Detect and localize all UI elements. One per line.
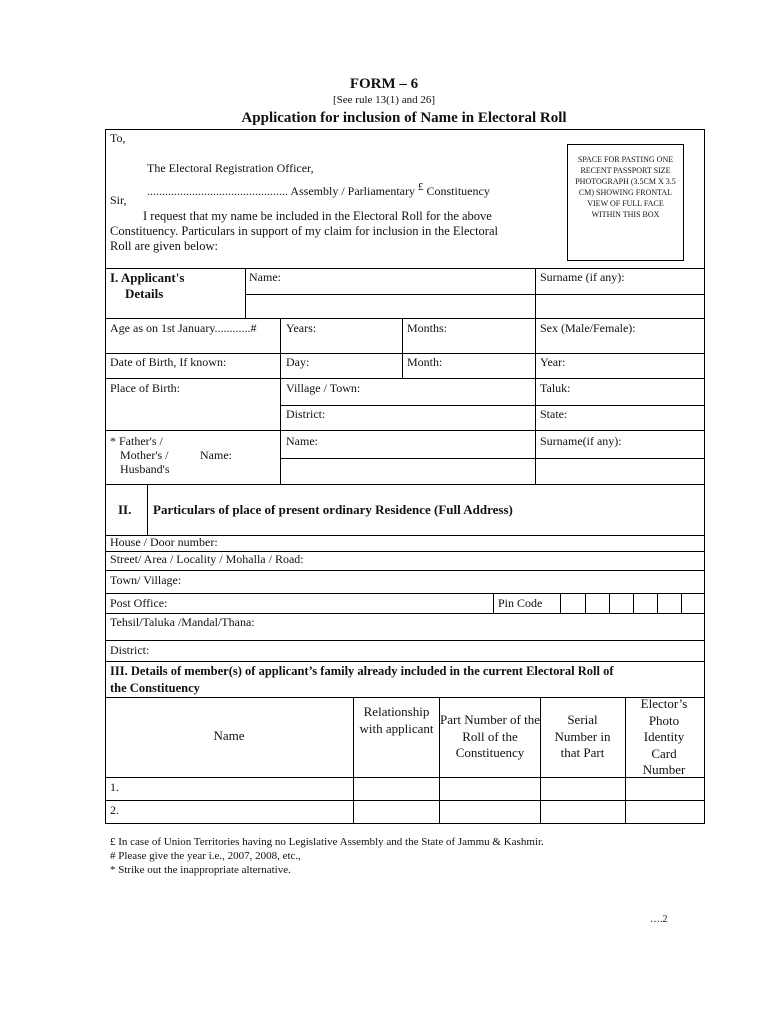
relative-surname-label: Surname(if any): [540,434,622,448]
column-header-serial-number: Serial Number in that Part [554,712,611,760]
assembly-parliamentary-text: ............................................... Assembly / Parliamentary [147,184,415,198]
year-label: Year: [540,355,566,369]
tehsil-label: Tehsil/Taluka /Mandal/Thana: [110,615,255,629]
page-continuation-marker: ….2 [650,914,668,925]
constituency-word: Constituency [426,184,490,198]
dob-label: Date of Birth, If known: [110,355,227,369]
pound-mark: £ [417,181,424,193]
day-label: Day: [286,355,310,369]
column-header-name: Name [213,728,245,743]
age-label: Age as on 1st January............# [110,321,257,335]
relative-label-father: * Father's / [110,434,163,448]
section2-number: II. [118,502,132,517]
birth-district-label: District: [286,407,326,421]
month-label: Month: [407,355,443,369]
taluk-label: Taluk: [540,381,571,395]
footnote-hash: # Please give the year i.e., 2007, 2008, etc., [110,850,301,862]
relative-label-mother: Mother's / [120,448,169,462]
footnote-asterisk: * Strike out the inappropriate alternative. [110,864,291,876]
residence-district-label: District: [110,643,150,657]
letter-to: To, [110,131,126,145]
letter-sir: Sir, [110,193,127,207]
column-header-relationship: Relationship with applicant [359,704,434,736]
column-header-part-number: Part Number of the Roll of the Constituency [440,712,541,760]
column-header-epic-number: Elector’s Photo Identity Card Number [640,696,688,777]
house-number-label: House / Door number: [110,535,218,549]
photo-box: SPACE FOR PASTING ONE RECENT PASSPORT SIZE PHOTOGRAPH (3.5CM X 3.5 CM) SHOWING FRONTAL VIEW OF FULL FACE WITHIN THIS BOX [567,144,684,261]
table-row: 1. [110,780,119,794]
post-office-label: Post Office: [110,596,168,610]
birth-state-label: State: [540,407,568,421]
rule-reference: [See rule 13(1) and 26] [332,94,436,106]
street-label: Street/ Area / Locality / Mohalla / Road: [110,552,304,566]
letter-request-line-1: I request that my name be included in the Electoral Roll for the above [143,209,492,223]
section1-title: I. Applicant's [110,270,185,285]
section1-title-details: Details [125,286,164,301]
letter-constituency-line [147,180,490,198]
form-number: FORM – 6 [349,76,419,92]
town-village-label: Town/ Village: [110,573,182,587]
relative-label-husband: Husband's [120,462,170,476]
pin-code-label: Pin Code [498,596,543,610]
months-label: Months: [407,321,448,335]
section3-title-line2: the Constituency [110,681,200,695]
letter-request-line-3: Roll are given below: [110,239,218,253]
form-title: Application for inclusion of Name in Electoral Roll [241,110,567,126]
pob-label: Place of Birth: [110,381,180,395]
section2-title: Particulars of place of present ordinary Residence (Full Address) [153,502,513,517]
relative-name-label: Name: [286,434,318,448]
section3-title: III. Details of member(s) of applicant’s family already included in the current Electoral Roll of [110,664,614,678]
applicant-surname-label: Surname (if any): [540,270,625,284]
table-row: 2. [110,803,119,817]
applicant-name-label: Name: [249,270,281,284]
sex-label: Sex (Male/Female): [540,321,636,335]
footnote-pound: £ In case of Union Territories having no Legislative Assembly and the State of Jammu & Kashmir. [110,836,544,848]
relative-label-name: Name: [200,448,232,462]
letter-officer: The Electoral Registration Officer, [147,161,314,175]
letter-request-line-2: Constituency. Particulars in support of my claim for inclusion in the Electoral [110,224,498,238]
years-label: Years: [286,321,317,335]
village-town-label: Village / Town: [286,381,361,395]
